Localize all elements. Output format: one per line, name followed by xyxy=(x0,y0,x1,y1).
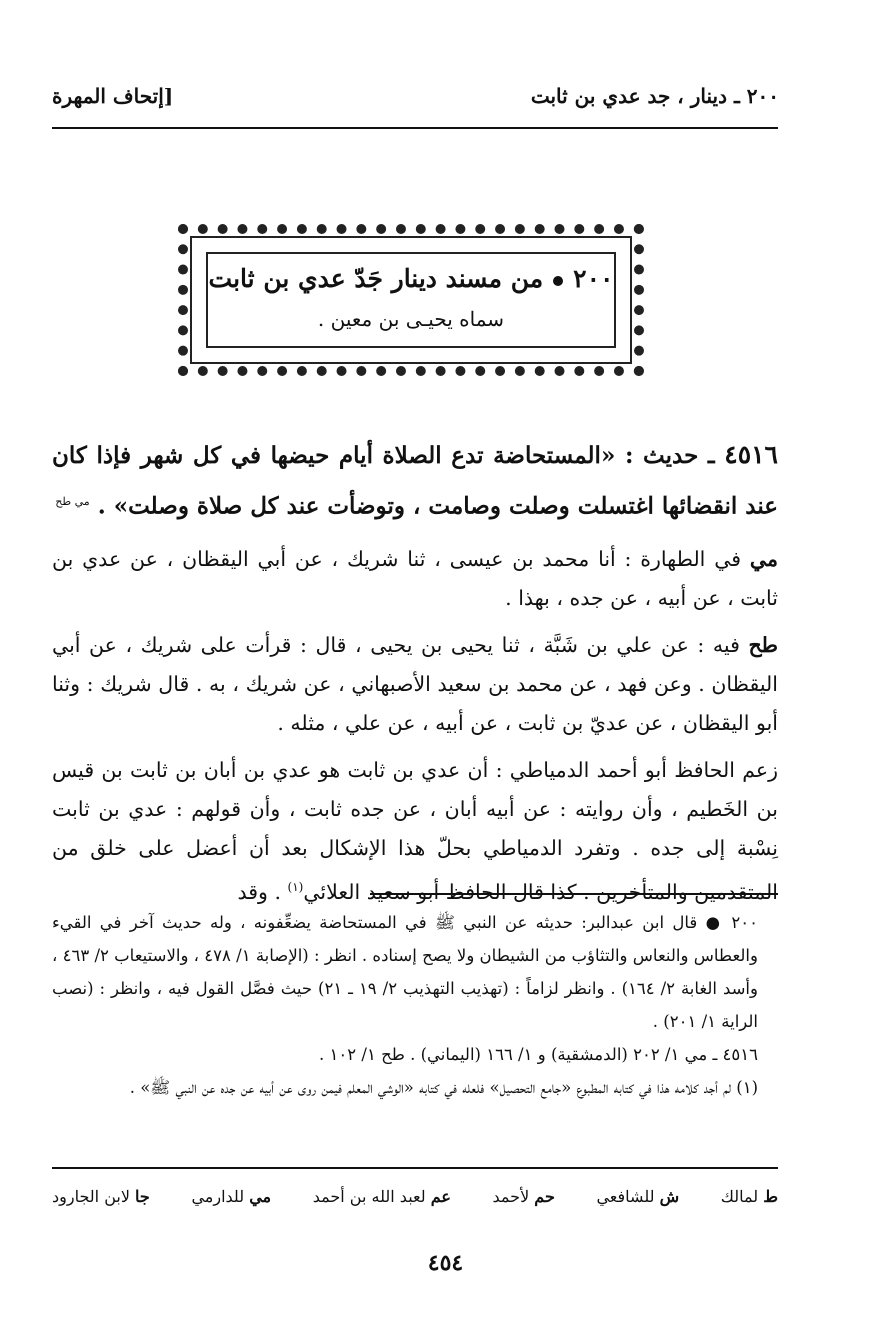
running-header xyxy=(52,84,779,120)
hadith-text: «المستحاضة تدع الصلاة أيام حيضها في كل شهر فإذا كان عند انقضائها اغتسلت وصلت وصامت ، وتوضأت عند كل صلاة وصلت» . xyxy=(52,442,778,520)
footnote-marker: (١) xyxy=(287,879,304,894)
hadith-label: ـ حديث : xyxy=(624,442,715,469)
commentary-paragraph xyxy=(52,751,778,912)
paragraph-tail: . وقد xyxy=(237,879,288,904)
chapter-number: ٢٠٠ xyxy=(573,264,614,293)
running-header-book-title: [إتحاف المهرة xyxy=(52,84,174,108)
paragraph-text: في الطهارة : أنا محمد بن عيسى ، ثنا شريك ، عن أبي اليقظان ، عن عدي بن ثابت ، عن أبيه ، عن جده ، بهذا . xyxy=(52,546,778,610)
page-number: ٤٥٤ xyxy=(427,1250,464,1276)
source-siglum: مي xyxy=(749,546,778,571)
footnote-4516: ٤٥١٦ ـ مي ١/ ٢٠٢ (الدمشقية) و ١/ ١٦٦ (اليماني) . طح ١/ ١٠٢ . xyxy=(319,1045,758,1064)
abbrev-item: مي للدارمي xyxy=(191,1187,272,1206)
isnad-paragraph-darimi xyxy=(52,540,778,618)
abbrev-item: عم لعبد الله بن أحمد xyxy=(312,1187,451,1206)
main-text xyxy=(52,432,778,919)
abbrev-item: ط لمالك xyxy=(720,1187,778,1206)
running-header-chapter: ٢٠٠ ـ دينار ، جد عدي بن ثابت xyxy=(530,84,779,108)
chapter-title-frame xyxy=(178,224,644,376)
key-rule xyxy=(52,1167,778,1169)
footnote-1: (١) لم أجد كلامه هذا في كتابه المطبوع «جامع التحصيل» فلعله في كتابه «الوشي المعلم فيمن روى عن أبيه عن جده عن النبي ﷺ» . xyxy=(129,1078,758,1097)
footnote-200: ٢٠٠ ● قال ابن عبدالبر: حديثه عن النبي ﷺ في المستحاضة يضعِّفونه ، وله حديث آخر في القيء والعطاس والنعاس والتثاؤب من الشيطان ولا يصح إسناده . انظر : (الإصابة ١/ ٤٧٨ ، والاستيعاب ٢/ ٤٦٣ ، وأسد الغابة ٢/ ١٦٤) . وانظر لزاماً : (تهذيب التهذيب ٢/ ١٩ ـ ٢١) حيث فصَّل القول فيه ، وانظر : (نصب الراية ١/ ٢٠١) . xyxy=(52,913,758,1031)
header-rule xyxy=(52,127,778,129)
abbrev-item: ش للشافعي xyxy=(596,1187,680,1206)
footnotes xyxy=(52,906,778,1104)
chapter-heading-text: من مسند دينار جَدّ عدي بن ثابت xyxy=(208,264,544,293)
abbrev-item: حم لأحمد xyxy=(492,1187,555,1206)
abbreviation-key xyxy=(52,1187,778,1206)
chapter-heading xyxy=(208,264,614,293)
footnote-rule xyxy=(370,893,778,895)
hadith-sigla: مي طح xyxy=(55,495,90,508)
source-siglum: طح xyxy=(748,632,778,657)
isnad-paragraph-tahawi xyxy=(52,626,778,743)
paragraph-text: فيه : عن علي بن شَبَّة ، ثنا يحيى بن يحيى ، قال : قرأت على شريك ، عن أبي اليقظان . وعن فهد ، عن محمد بن سعيد الأصبهاني ، عن شريك ، به . قال شريك : وثنا أبو اليقظان ، عن عديّ بن ثابت ، عن أبيه ، عن علي ، مثله . xyxy=(52,632,778,735)
chapter-subtitle: سماه يحيـى بن معين . xyxy=(317,307,505,331)
bullet-icon xyxy=(553,276,563,286)
paragraph-text: زعم الحافظ أبو أحمد الدمياطي : أن عدي بن ثابت هو عدي بن أبان بن ثابت بن قيس بن الخَطيم ، وأن روايته : عن أبيه أبان ، عن جده ثابت ، وأن قولهم : عدي بن ثابت نِسْبة إلى جده . وتفرد الدمياطي بحلّ هذا الإشكال بعد أن أعضل على خلق من المتقدمين والمتأخرين . كذا قال الحافظ أبو سعيد العلائي xyxy=(52,757,778,904)
chapter-title-box xyxy=(206,252,616,348)
hadith-paragraph xyxy=(52,432,778,530)
hadith-number: ٤٥١٦ xyxy=(724,440,778,469)
abbrev-item: جا لابن الجارود xyxy=(52,1187,150,1206)
